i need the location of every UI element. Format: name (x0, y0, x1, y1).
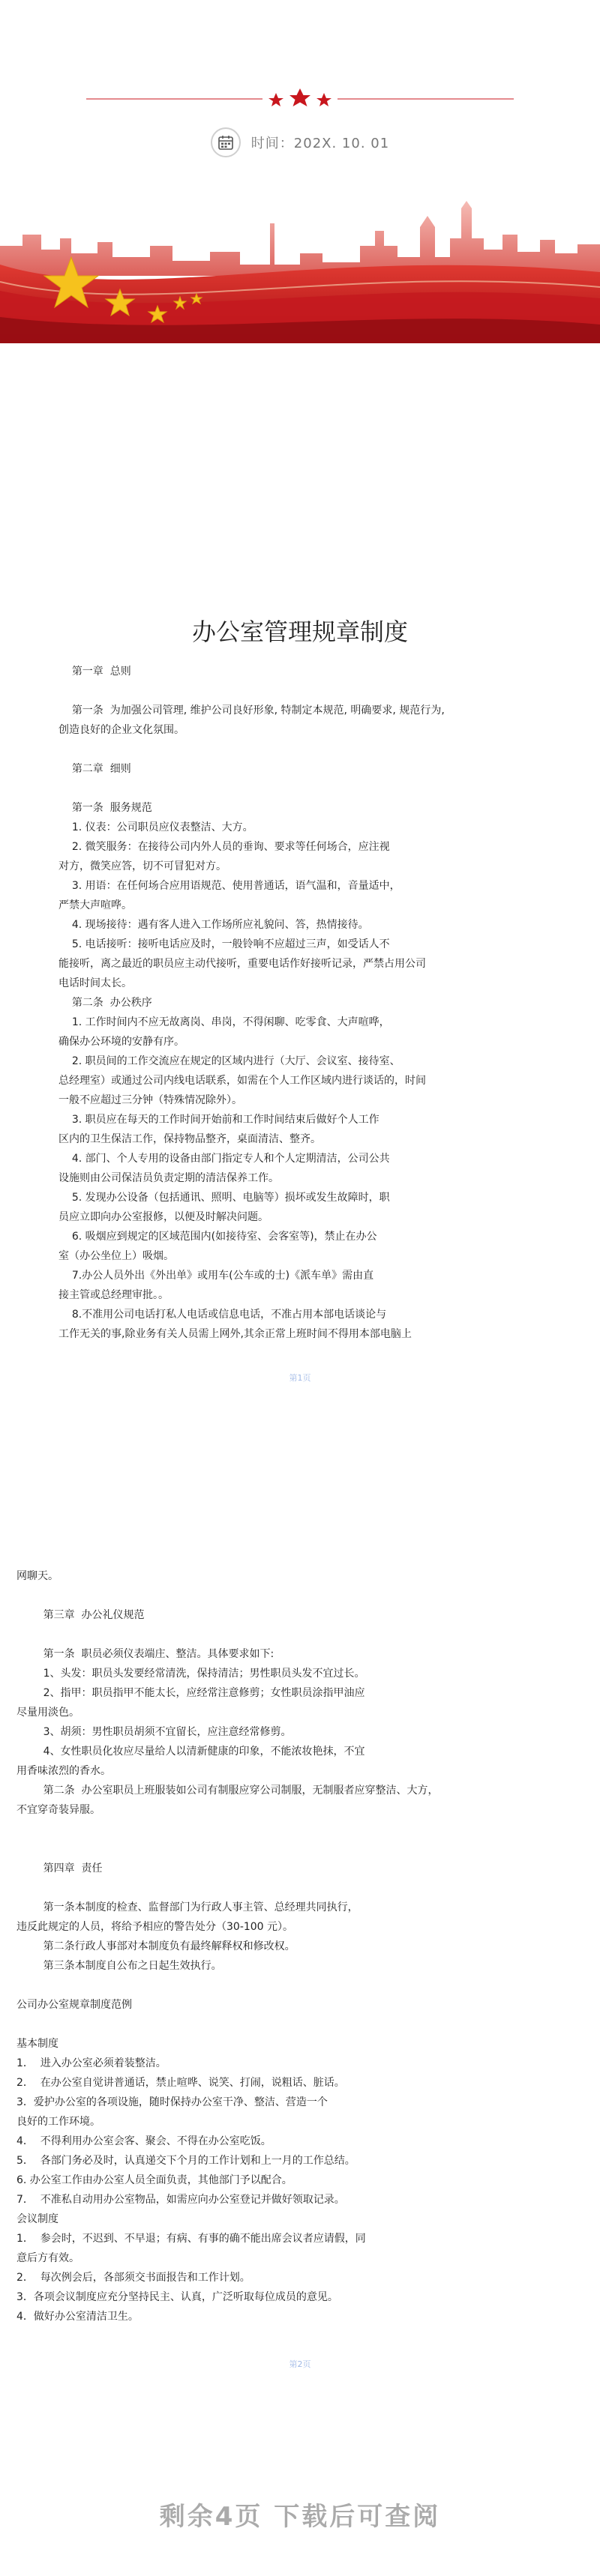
text-line: 2. 职员间的工作交流应在规定的区域内进行（大厅、会议室、接待室、 (58, 1055, 400, 1067)
text-line: 对方，微笑应答，切不可冒犯对方。 (58, 860, 226, 872)
text-line: 3. 职员应在每天的工作时间开始前和工作时间结束后做好个人工作 (58, 1114, 380, 1126)
text-line: 2. 微笑服务：在接待公司内外人员的垂询、要求等任何场合，应注视 (58, 841, 390, 853)
text-line: 1. 仪表：公司职员应仪表整洁、大方。 (58, 821, 254, 833)
text-line (16, 1878, 556, 1898)
text-line: 第二条行政人事部对本制度负有最终解释权和修改权。 (16, 1940, 296, 1952)
text-line: 第一章 总则 (58, 666, 131, 678)
text-line (16, 1625, 556, 1644)
text-line: 第三章 办公礼仪规范 (16, 1609, 145, 1621)
text-line: 8.不准用公司电话打私人电话或信息电话，不准占用本部电话谈论与 (58, 1309, 387, 1321)
text-line: 设施则由公司保洁员负责定期的清洁保养工作。 (58, 1172, 279, 1184)
text-line: 6. 办公室工作由办公室人员全面负责，其他部门予以配合。 (16, 2174, 292, 2186)
text-line: 良好的工作环境。 (16, 2116, 100, 2128)
text-line: 第四章 责任 (16, 1862, 103, 1874)
text-line: 5. 发现办公设备（包括通讯、照明、电脑等）损坏或发生故障时，职 (58, 1192, 390, 1204)
text-line: 2． 每次例会后，各部须交书面报告和工作计划。 (16, 2272, 250, 2284)
star-divider (0, 82, 600, 112)
text-line: 不宜穿奇装异服。 (16, 1804, 100, 1816)
text-line: 4．做好办公室清洁卫生。 (16, 2311, 139, 2323)
red-skyline-banner (0, 193, 600, 343)
text-line: 公司办公室规章制度范例 (16, 1999, 132, 2011)
text-line (16, 1976, 556, 1995)
calendar-icon (211, 127, 241, 157)
text-line: 1． 进入办公室必须着装整洁。 (16, 2057, 166, 2069)
text-line: 用香味浓烈的香水。 (16, 1765, 111, 1777)
text-line: 3、胡须：男性职员胡须不宜留长，应注意经常修剪。 (16, 1726, 292, 1738)
download-prompt[interactable]: 剩余4页 下载后可查阅 (159, 2502, 441, 2532)
text-line: 意后方有效。 (16, 2252, 80, 2264)
page-number-2: 第2页 (289, 2359, 311, 2369)
text-line: 3．各项会议制度应充分坚持民主、认真，广泛听取每位成员的意见。 (16, 2291, 338, 2303)
text-line: 工作无关的事,除业务有关人员需上网外,其余正常上班时间不得用本部电脑上 (58, 1328, 412, 1340)
text-line: 4． 不得利用办公室会客、聚会、不得在办公室吃饭。 (16, 2135, 272, 2147)
city-skyline (0, 201, 600, 276)
page1-body (58, 662, 546, 1344)
text-line: 网聊天。 (16, 1570, 58, 1582)
text-line: 7.办公人员外出《外出单》或用车(公车或的士)《派车单》需由直 (58, 1270, 374, 1282)
text-line: 电话时间太长。 (58, 977, 132, 989)
text-line: 1. 工作时间内不应无故离岗、串岗，不得闲聊、吃零食、大声喧哗， (58, 1016, 390, 1028)
star-icon (316, 93, 332, 106)
text-line (16, 1839, 556, 1859)
text-line (16, 2015, 556, 2034)
text-line: 3. 用语：在任何场合应用语规范、使用普通话，语气温和，音量适中， (58, 880, 400, 892)
text-line: 1、头发：职员头发要经常清洗，保持清洁；男性职员头发不宜过长。 (16, 1668, 365, 1680)
text-line (58, 779, 546, 798)
text-line: 第二章 细则 (58, 763, 131, 775)
document-title: 办公室管理规章制度 (191, 618, 408, 646)
text-line: 基本制度 (16, 2038, 58, 2050)
text-line (58, 740, 546, 759)
star-icon (290, 88, 310, 106)
text-line: 第二条 办公室职员上班服装如公司有制服应穿公司制服，无制服者应穿整洁、大方， (16, 1785, 439, 1797)
text-line: 第一条 为加强公司管理, 维护公司良好形象, 特制定本规范, 明确要求, 规范行为, (58, 705, 445, 717)
text-line: 创造良好的企业文化氛围。 (58, 724, 184, 736)
text-line: 总经理室）或通过公司内线电话联系，如需在个人工作区域内进行谈话的，时间 (58, 1075, 426, 1087)
text-line: 5． 各部门务必及时，认真递交下个月的工作计划和上一月的工作总结。 (16, 2155, 356, 2167)
page-number-1: 第1页 (289, 1373, 311, 1383)
text-line: 1． 参会时，不迟到、不早退；有病、有事的确不能出席会议者应请假，同 (16, 2233, 366, 2245)
text-line: 第一条 服务规范 (58, 802, 152, 814)
text-line: 4. 部门、个人专用的设备由部门指定专人和个人定期清洁，公司公共 (58, 1153, 390, 1165)
text-line: 尽量用淡色。 (16, 1707, 80, 1719)
text-line: 接主管或总经理审批。。 (58, 1289, 169, 1301)
text-line: 4. 现场接待：遇有客人进入工作场所应礼貌问、答，热情接待。 (58, 919, 369, 931)
text-line: 第一条 职员必须仪表端庄、整洁。具体要求如下: (16, 1648, 274, 1660)
text-line: 室（办公坐位上）吸烟。 (58, 1250, 174, 1262)
text-line: 第三条本制度自公布之日起生效执行。 (16, 1960, 222, 1972)
publish-date: 时间：202X. 10. 01 (250, 136, 390, 151)
text-line: 第二条 办公秩序 (58, 997, 152, 1009)
text-line: 6. 吸烟应到规定的区域范围内(如接待室、会客室等)，禁止在办公 (58, 1231, 377, 1243)
text-line: 违反此规定的人员，将给予相应的警告处分（30-100 元）。 (16, 1921, 294, 1933)
date-row (0, 127, 600, 157)
star-icon (268, 93, 284, 106)
text-line: 3．爱护办公室的各项设施，随时保持办公室干净、整洁、营造一个 (16, 2096, 328, 2108)
text-line (58, 681, 546, 701)
text-line: 5. 电话接听：接听电话应及时，一般铃响不应超过三声，如受话人不 (58, 938, 390, 950)
text-line (16, 1820, 556, 1839)
text-line (16, 1586, 556, 1605)
text-line: 能接听，离之最近的职员应主动代接听，重要电话作好接听记录，严禁占用公司 (58, 958, 426, 970)
text-line: 第一条本制度的检查、监督部门为行政人事主管、总经理共同执行， (16, 1901, 358, 1913)
text-line: 员应立即向办公室报修，以便及时解决问题。 (58, 1211, 268, 1223)
text-line: 会议制度 (16, 2213, 58, 2225)
page2-body (16, 1566, 556, 2326)
text-line: 区内的卫生保洁工作，保持物品整齐，桌面清洁、整齐。 (58, 1133, 321, 1145)
text-line: 2． 在办公室自觉讲普通话，禁止喧哗、说笑、打闹，说粗话、脏话。 (16, 2077, 345, 2089)
text-line: 确保办公环境的安静有序。 (58, 1036, 184, 1048)
text-line: 2、指甲：职员指甲不能太长，应经常注意修剪；女性职员涂指甲油应 (16, 1687, 365, 1699)
text-line: 7． 不准私自动用办公室物品，如需应向办公室登记并做好领取记录。 (16, 2194, 345, 2206)
text-line: 4、女性职员化妆应尽量给人以清新健康的印象，不能浓妆艳抹，不宜 (16, 1746, 365, 1758)
text-line: 严禁大声喧哗。 (58, 899, 132, 911)
text-line: 一般不应超过三分钟（特殊情况除外）。 (58, 1094, 242, 1106)
